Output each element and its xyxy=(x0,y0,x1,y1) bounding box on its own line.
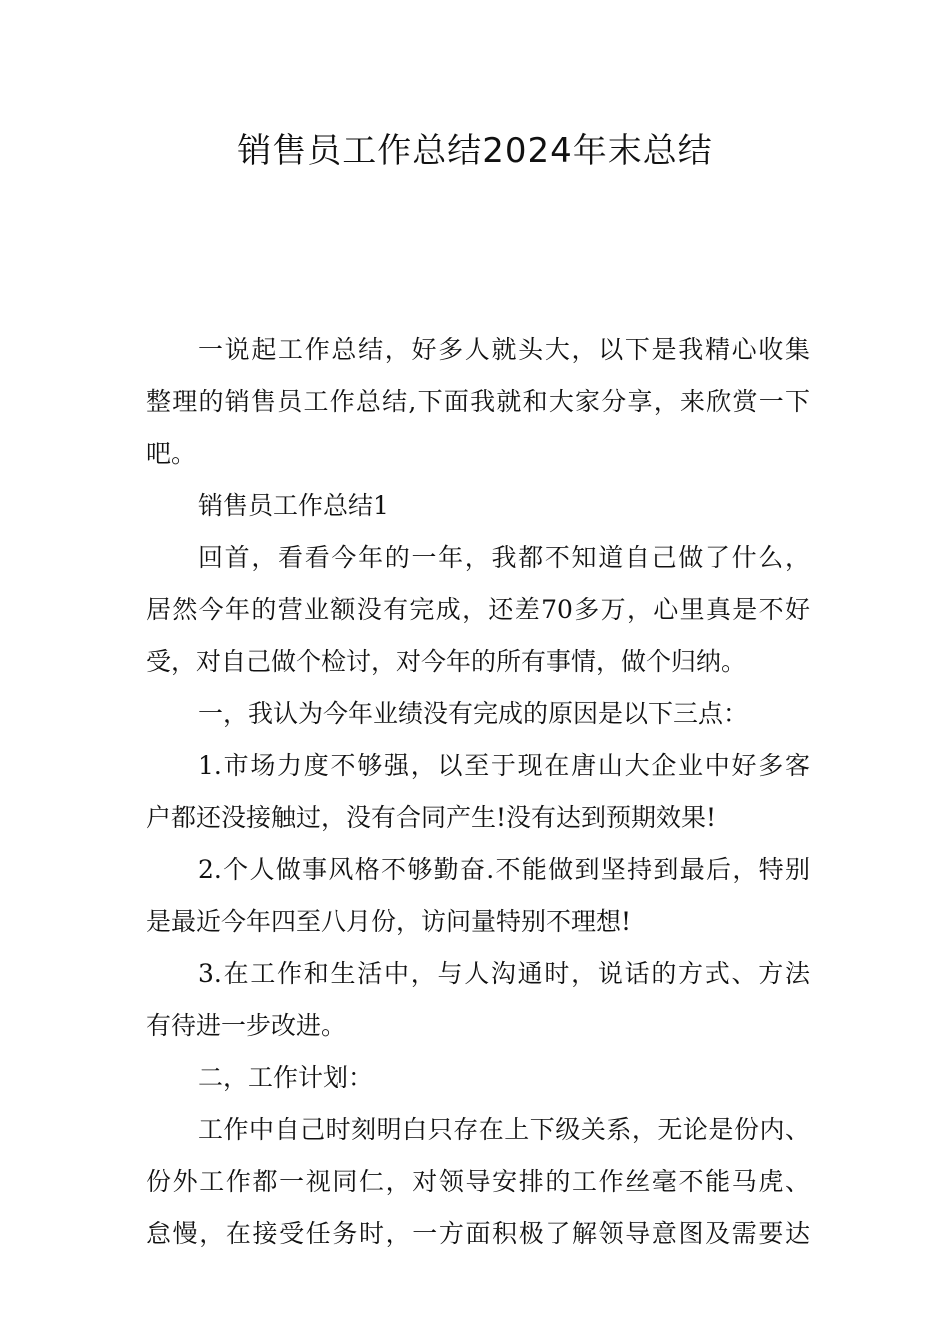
section-heading: 销售员工作总结1 xyxy=(198,491,389,520)
paragraph-line: 整理的销售员工作总结,下面我就和大家分享，来欣赏一下 xyxy=(146,387,810,416)
list-item-line: 1.市场力度不够强，以至于现在唐山大企业中好多客 xyxy=(198,751,810,780)
list-item-line: 2.个人做事风格不够勤奋.不能做到坚持到最后，特别 xyxy=(198,855,810,884)
section-heading: 二，工作计划： xyxy=(198,1063,374,1092)
paragraph-line: 工作中自己时刻明白只存在上下级关系，无论是份内、 xyxy=(198,1115,810,1144)
paragraph-line: 一，我认为今年业绩没有完成的原因是以下三点： xyxy=(198,699,749,728)
list-item-line: 3.在工作和生活中，与人沟通时，说话的方式、方法 xyxy=(198,959,810,988)
document-body xyxy=(146,324,810,1260)
paragraph-line: 居然今年的营业额没有完成，还差70多万，心里真是不好 xyxy=(146,595,810,624)
paragraph-line: 吧。 xyxy=(146,439,197,468)
paragraph-line: 一说起工作总结，好多人就头大，以下是我精心收集 xyxy=(198,335,810,364)
paragraph-line: 受，对自己做个检讨，对今年的所有事情，做个归纳。 xyxy=(146,647,747,676)
paragraph-line: 份外工作都一视同仁，对领导安排的工作丝毫不能马虎、 xyxy=(146,1167,810,1196)
list-item-line: 是最近今年四至八月份，访问量特别不理想! xyxy=(146,907,632,936)
list-item-line: 有待进一步改进。 xyxy=(146,1011,347,1040)
paragraph-line: 回首，看看今年的一年，我都不知道自己做了什么， xyxy=(198,543,810,572)
document-title: 销售员工作总结2024年末总结 xyxy=(237,131,713,171)
paragraph-line: 怠慢，在接受任务时，一方面积极了解领导意图及需要达 xyxy=(146,1219,810,1248)
list-item-line: 户都还没接触过，没有合同产生!没有达到预期效果! xyxy=(146,803,717,832)
